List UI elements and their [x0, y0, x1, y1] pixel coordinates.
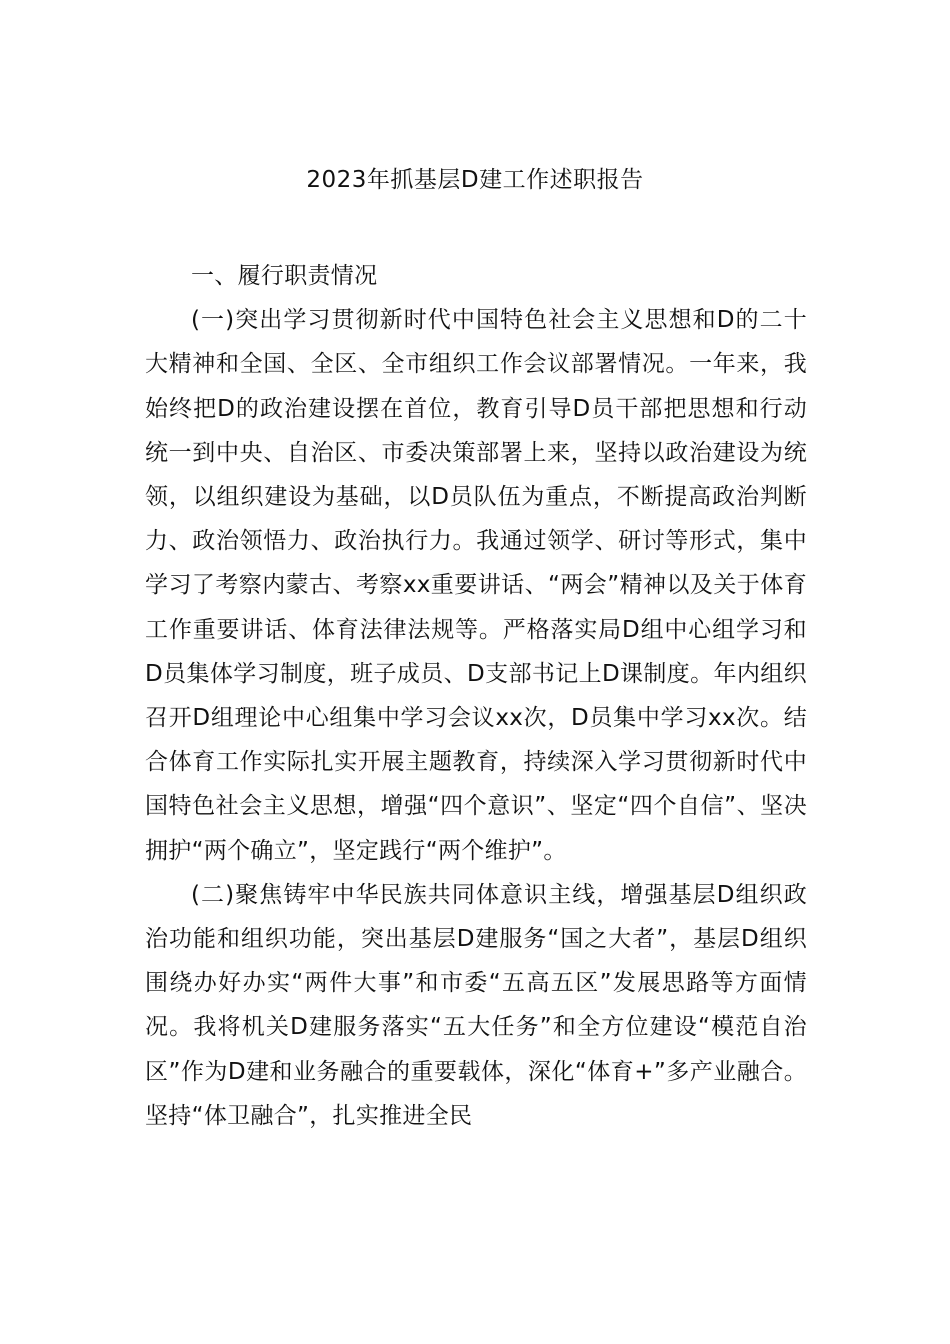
paragraph-2: (二)聚焦铸牢中华民族共同体意识主线，增强基层D组织政治功能和组织功能，突出基层D建服务“国之大者”，基层D组织围绕办好办实“两件大事”和市委“五高五区”发展思路等方面情况。我将机关D建服务落实“五大任务”和全方位建设“模范自治区”作为D建和业务融合的重要载体，深化“体育+”多产业融合。坚持“体卫融合”，扎实推进全民 [145, 881, 807, 1129]
document-body [145, 254, 807, 1138]
paragraph-1: (一)突出学习贯彻新时代中国特色社会主义思想和D的二十大精神和全国、全区、全市组织工作会议部署情况。一年来，我始终把D的政治建设摆在首位，教育引导D员干部把思想和行动统一到中央、自治区、市委决策部署上来，坚持以政治建设为统领，以组织建设为基础，以D员队伍为重点，不断提高政治判断力、政治领悟力、政治执行力。我通过领学、研讨等形式，集中学习了考察内蒙古、考察xx重要讲话、“两会”精神以及关于体育工作重要讲话、体育法律法规等。严格落实局D组中心组学习和D员集体学习制度，班子成员、D支部书记上D课制度。年内组织召开D组理论中心组集中学习会议xx次，D员集中学习xx次。结合体育工作实际扎实开展主题教育，持续深入学习贯彻新时代中国特色社会主义思想，增强“四个意识”、坚定“四个自信”、坚决拥护“两个确立”，坚定践行“两个维护”。 [145, 307, 807, 864]
section-heading: 一、履行职责情况 [191, 263, 378, 289]
document-title: 2023年抓基层D建工作述职报告 [306, 167, 644, 193]
